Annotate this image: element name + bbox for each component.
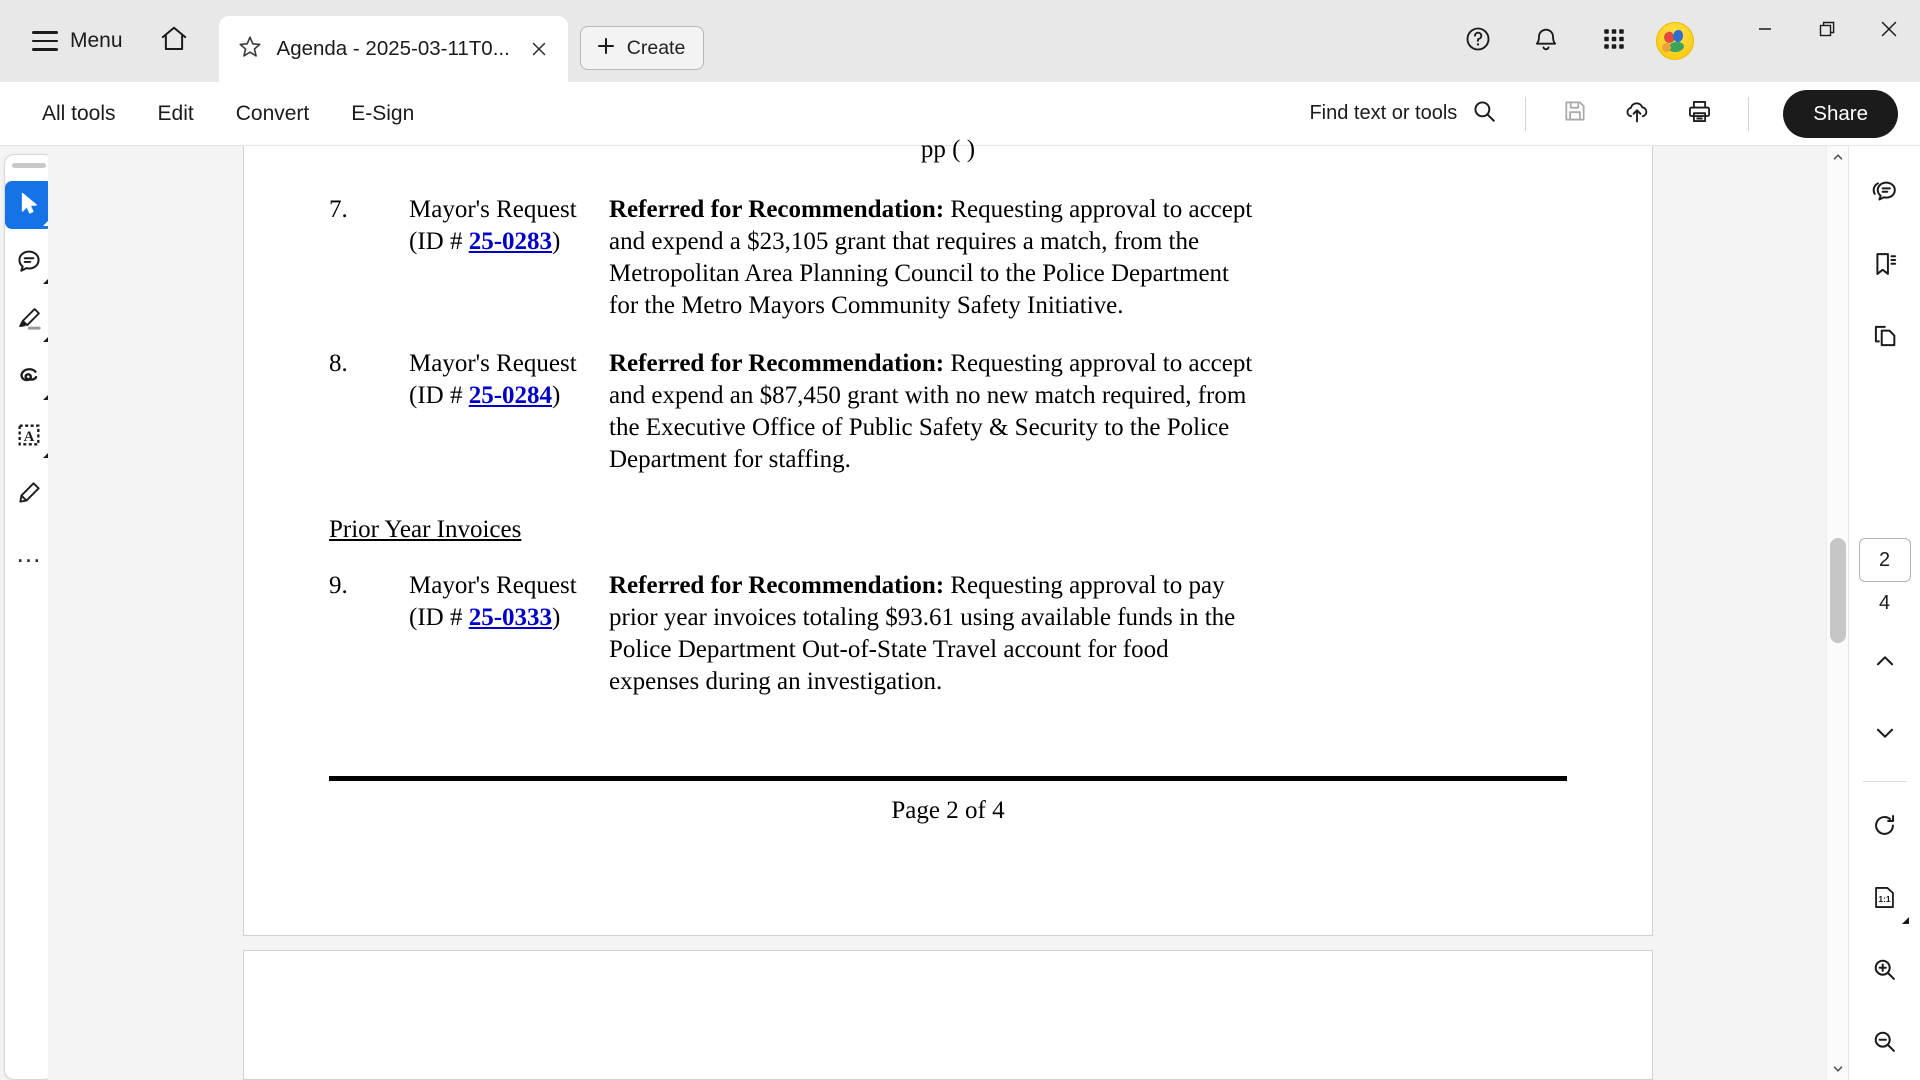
fit-actual-size-button[interactable] xyxy=(1858,873,1912,927)
scrollbar-track[interactable] xyxy=(1827,168,1849,1058)
title-bar xyxy=(0,0,1920,82)
menu-e-sign[interactable]: E-Sign xyxy=(351,101,415,125)
tab-strip xyxy=(219,0,705,82)
agenda-item-requester: Mayor's Request xyxy=(409,350,577,377)
agenda-item xyxy=(329,348,1567,476)
home-button[interactable] xyxy=(147,14,201,68)
chevron-up-icon xyxy=(1872,648,1898,679)
pdf-page-2-content xyxy=(244,136,1652,825)
scrollbar-up-button[interactable] xyxy=(1827,146,1849,168)
text-box-tool-button[interactable] xyxy=(5,413,53,461)
section-heading: Prior Year Invoices xyxy=(329,516,522,543)
fit-size-caret-icon xyxy=(1902,917,1909,924)
agenda-item-requester: Mayor's Request xyxy=(409,572,577,599)
agenda-item-number: 9. xyxy=(329,572,348,599)
save-disk-icon xyxy=(1562,98,1588,129)
right-rail-divider xyxy=(1863,781,1907,782)
plus-icon xyxy=(595,35,617,62)
scrollbar-thumb[interactable] xyxy=(1830,538,1846,643)
menu-all-tools[interactable]: All tools xyxy=(42,101,116,125)
clipped-top-line: pp ( ) xyxy=(920,136,976,163)
find-label: Find text or tools xyxy=(1309,102,1458,124)
user-avatar[interactable] xyxy=(1656,22,1694,60)
scrollbar-down-button[interactable] xyxy=(1827,1058,1849,1080)
cloud-upload-button[interactable] xyxy=(1612,89,1662,139)
pdf-page-3 xyxy=(243,950,1653,1080)
main-menu-label: Menu xyxy=(70,29,123,52)
document-scrollbar[interactable] xyxy=(1826,146,1848,1080)
agenda-item-id-link[interactable]: 25-0284 xyxy=(468,382,553,409)
home-icon xyxy=(159,24,189,59)
page-footer-text: Page 2 of 4 xyxy=(891,797,1005,824)
page-number-input[interactable]: 2 xyxy=(1859,538,1911,582)
page-footer-rule xyxy=(329,776,1567,781)
agenda-item-body xyxy=(609,570,1254,698)
star-icon[interactable] xyxy=(237,34,263,65)
comment-tool-button[interactable] xyxy=(5,239,53,287)
more-tools-button[interactable] xyxy=(5,529,53,577)
agenda-item-body-label: Referred for Recommendation: xyxy=(609,350,945,377)
agenda-item-id-prefix: (ID # xyxy=(409,604,469,631)
zoom-in-icon xyxy=(1871,956,1898,988)
page-1to1-icon xyxy=(1871,884,1898,916)
agenda-item-requester: Mayor's Request xyxy=(409,196,577,223)
toolbar-divider-2 xyxy=(1748,97,1749,131)
right-tool-rail xyxy=(1848,146,1920,1080)
help-circle-icon xyxy=(1464,25,1492,58)
agenda-item xyxy=(329,194,1567,322)
svg-text:1:1: 1:1 xyxy=(1878,894,1891,904)
comment-bubble-icon xyxy=(15,247,43,280)
menu-edit[interactable]: Edit xyxy=(157,101,194,125)
agenda-item-id-prefix: (ID # xyxy=(409,228,469,255)
zoom-out-button[interactable] xyxy=(1858,1017,1912,1071)
cloud-upload-icon xyxy=(1623,97,1651,130)
select-tool-button[interactable] xyxy=(5,181,53,229)
agenda-item-body-text: Requesting approval to pay prior year invoices totaling $93.61 using available funds in the Police Department Out-of-State Travel account for food expenses during an investigation. xyxy=(609,572,1236,695)
agenda-item-id-suffix: ) xyxy=(552,604,561,631)
share-button[interactable]: Share xyxy=(1783,90,1898,138)
agenda-item-body xyxy=(609,194,1254,322)
page-total-label: 4 xyxy=(1878,592,1891,614)
rotate-clockwise-icon xyxy=(1871,812,1898,844)
bell-icon xyxy=(1532,25,1560,58)
hamburger-icon xyxy=(32,31,58,51)
agenda-item-id-prefix: (ID # xyxy=(409,382,469,409)
toolbar-divider xyxy=(1525,97,1526,131)
freehand-loop-icon xyxy=(15,363,43,396)
agenda-item-label xyxy=(409,570,609,698)
rotate-view-button[interactable] xyxy=(1858,801,1912,855)
zoom-out-icon xyxy=(1871,1028,1898,1060)
agenda-item-number: 7. xyxy=(329,196,348,223)
agenda-item xyxy=(329,570,1567,698)
bookmark-icon xyxy=(1871,250,1899,283)
main-menu-button[interactable] xyxy=(18,16,137,66)
agenda-item-body-label: Referred for Recommendation: xyxy=(609,572,945,599)
text-box-a-icon xyxy=(15,421,43,454)
agenda-item-label xyxy=(409,348,609,476)
document-tab-title: Agenda - 2025-03-11T0... xyxy=(276,37,510,60)
agenda-item-body-label: Referred for Recommendation: xyxy=(609,196,945,223)
create-button-label: Create xyxy=(626,36,686,59)
bookmarks-panel-button[interactable] xyxy=(1858,239,1912,293)
pages-copy-icon xyxy=(1871,322,1899,355)
tab-close-icon[interactable] xyxy=(524,34,554,64)
printer-icon xyxy=(1686,98,1713,130)
save-button[interactable] xyxy=(1550,89,1600,139)
help-button[interactable] xyxy=(1452,15,1504,67)
window-controls xyxy=(1734,0,1920,82)
menu-convert[interactable]: Convert xyxy=(235,101,310,125)
agenda-item-number: 8. xyxy=(329,350,348,377)
highlight-tool-button[interactable] xyxy=(5,297,53,345)
window-restore-button[interactable] xyxy=(1796,0,1858,58)
search-icon xyxy=(1471,98,1497,129)
page-thumbnails-panel-button[interactable] xyxy=(1858,311,1912,365)
window-close-button[interactable] xyxy=(1858,0,1920,58)
comments-panel-button[interactable] xyxy=(1858,167,1912,221)
create-button[interactable] xyxy=(580,26,705,70)
title-bar-right xyxy=(1444,0,1920,82)
cursor-arrow-icon xyxy=(16,190,42,221)
title-bar-left xyxy=(0,0,704,82)
agenda-item-body xyxy=(609,348,1254,476)
draw-tool-button[interactable] xyxy=(5,355,53,403)
comment-stack-icon xyxy=(1871,178,1899,211)
ellipsis-icon: ... xyxy=(16,538,42,568)
left-tool-rail xyxy=(0,146,48,1080)
app-grid-icon xyxy=(1601,26,1627,57)
fill-sign-tool-button[interactable] xyxy=(5,471,53,519)
apps-button[interactable] xyxy=(1588,15,1640,67)
agenda-item-id-suffix: ) xyxy=(552,382,561,409)
print-button[interactable] xyxy=(1674,89,1724,139)
fill-sign-pen-icon xyxy=(15,479,43,512)
window-minimize-button[interactable] xyxy=(1734,0,1796,58)
quick-tools-panel xyxy=(4,154,54,1080)
document-viewport[interactable] xyxy=(48,136,1848,1080)
highlighter-pen-icon xyxy=(15,305,43,338)
agenda-item-id-suffix: ) xyxy=(552,228,561,255)
svg-text:A: A xyxy=(23,428,35,445)
chevron-down-icon xyxy=(1872,720,1898,751)
zoom-in-button[interactable] xyxy=(1858,945,1912,999)
agenda-item-id-link[interactable]: 25-0283 xyxy=(468,228,553,255)
find-text-or-tools-button[interactable] xyxy=(1299,92,1507,135)
tools-menu-bar-right xyxy=(1299,89,1898,139)
notifications-button[interactable] xyxy=(1520,15,1572,67)
agenda-item-body-text: Requesting approval to accept and expend a $23,105 grant that requires a match, from the Metropolitan Area Planning Council to the Police Department for the Metro Mayors Community Safety Initiative. xyxy=(609,196,1253,319)
document-tab[interactable] xyxy=(219,16,568,82)
agenda-item-body-text: Requesting approval to accept and expend an $87,450 grant with no new match required, from the Executive Office of Public Safety & Security to the Police Department for staffing. xyxy=(609,350,1253,473)
next-page-button[interactable] xyxy=(1858,708,1912,762)
workspace xyxy=(0,136,1920,1080)
pdf-page-2 xyxy=(243,136,1653,936)
previous-page-button[interactable] xyxy=(1858,636,1912,690)
agenda-item-id-link[interactable]: 25-0333 xyxy=(468,604,553,631)
quick-tools-drag-handle[interactable] xyxy=(12,163,46,168)
agenda-item-label xyxy=(409,194,609,322)
